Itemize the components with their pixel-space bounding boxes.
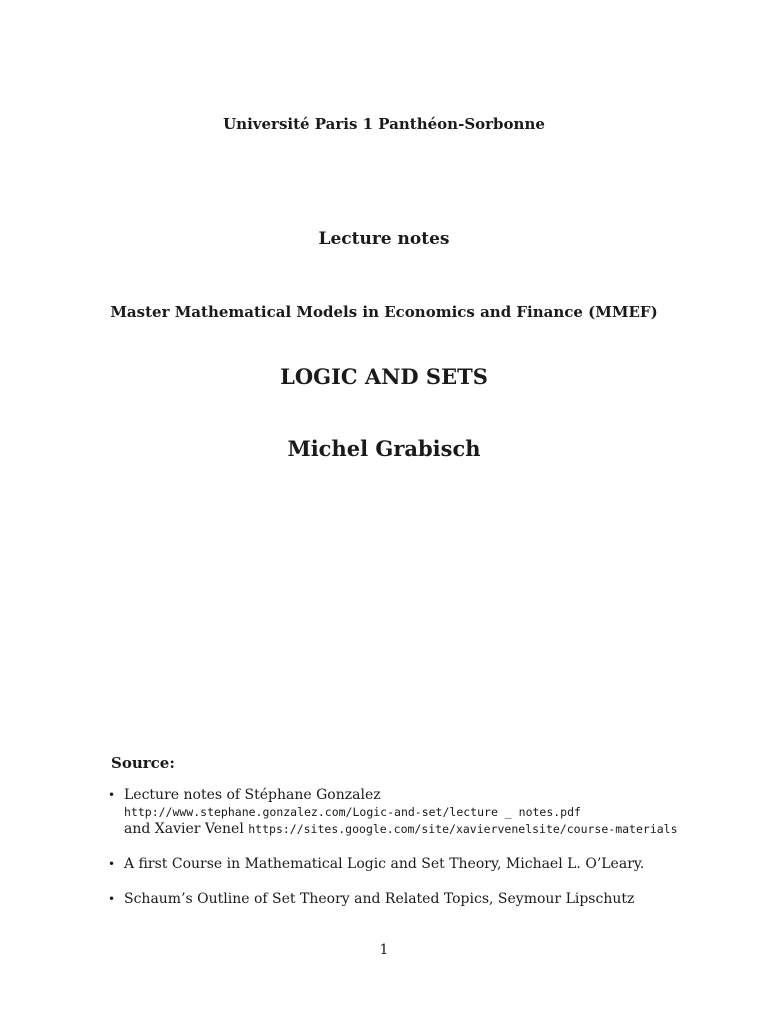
source-list	[108, 787, 728, 926]
source-text: Schaum’s Outline of Set Theory and Related Topics, Seymour Lipschutz	[124, 891, 635, 907]
university-name: Université Paris 1 Panthéon-Sorbonne	[223, 115, 545, 133]
source-text-secondary: and Xavier Venel	[124, 821, 249, 837]
list-item	[108, 856, 728, 873]
document-type: Lecture notes	[318, 229, 450, 249]
source-url-link[interactable]: http://www.stephane.gonzalez.com/Logic-and-set/lecture _ notes.pdf	[124, 805, 581, 819]
source-text: A first Course in Mathematical Logic and Set Theory, Michael L. O’Leary.	[124, 856, 645, 872]
bullet-icon: •	[108, 857, 116, 871]
page-number: 1	[379, 942, 389, 958]
source-url-link[interactable]: https://sites.google.com/site/xaviervenelsite/course-materials	[248, 822, 678, 836]
list-item	[108, 891, 728, 908]
source-heading: Source:	[111, 754, 175, 772]
source-text: Lecture notes of Stéphane Gonzalez	[124, 787, 381, 803]
bullet-icon: •	[108, 788, 116, 802]
page-title: LOGIC AND SETS	[280, 364, 488, 389]
list-item	[108, 787, 728, 838]
author-name: Michel Grabisch	[287, 436, 481, 461]
bullet-icon: •	[108, 892, 116, 906]
program-name: Master Mathematical Models in Economics and Finance (MMEF)	[110, 303, 658, 321]
